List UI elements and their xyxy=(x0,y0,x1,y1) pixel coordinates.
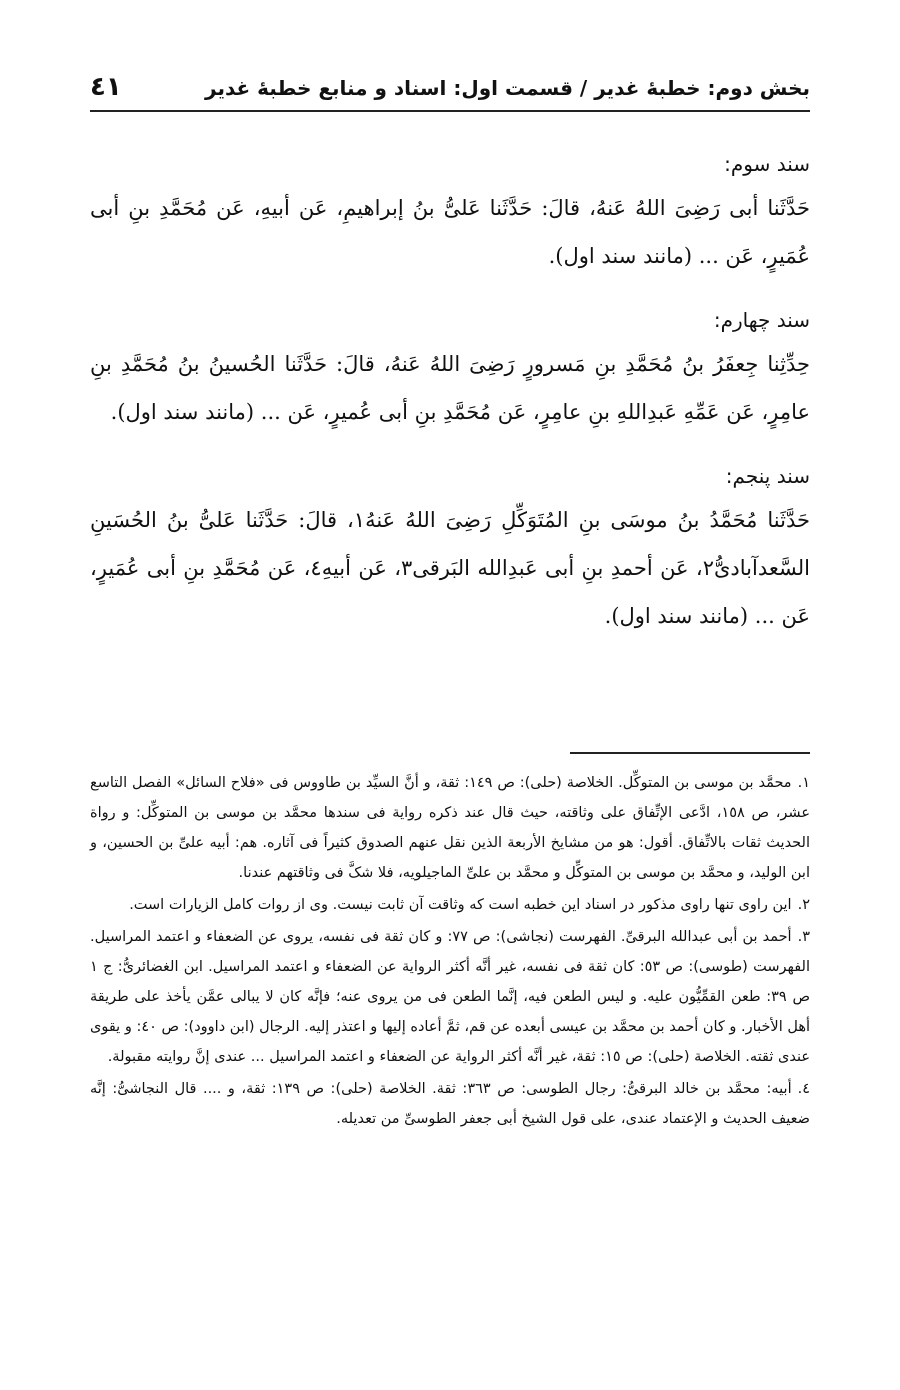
footnotes xyxy=(90,768,810,1136)
sanad-section xyxy=(90,306,810,436)
footnote-text: محمَّد بن موسی بن المتوکِّل. الخلاصة (حلی): ص ١٤٩: ثقة، و أنَّ السیِّد بن طاووس فی «فلاح السائل» الفصل التاسع عشر، ص ١٥٨، ادَّعی الإتِّفاق علی وثاقته، حیث قال عند ذکره روایة فی سندها محمَّد بن موسی بن المتوکِّل: و رواة الحدیث ثقات بالاتِّفاق. أقول: هو من مشایخ الأربعة الذین نقل عنهم الصدوق کثیراً فی آثاره. هم: أبیه علیِّ بن الحسین، و ابن الولید، و محمَّد بن موسی بن المتوکِّل و محمَّد بن علیِّ الماجیلویه، فلا شکَّ فی وثاقتهم عندنا. xyxy=(90,775,810,881)
footnote-text: أحمد بن أبی عبدالله البرقیِّ. الفهرست (نجاشی): ص ٧٧: و کان ثقة فی نفسه، یروی عن الضعفاء و اعتمد المراسیل. الفهرست (طوسی): ص ٥٣: کان ثقة فی نفسه، غیر أنَّه أکثر الروایة عن الضعفاء و اعتمد المراسیل. ابن الغضائریُّ: ج ١ ص ٣٩: طعن القمِّیُّون علیه. و لیس الطعن فیه، إنَّما الطعن فی من یروی عنه؛ فإنَّه کان لا یبالی عمَّن یأخذ علی طریقة أهل الأخبار. و کان أحمد بن محمَّد بن عیسی أبعده عن قم، ثمَّ أعاده إلیها و اعتذر إلیه. الرجال (ابن داوود): ص ٤٠: و یقوی عندی ثقته. الخلاصة (حلی): ص ١٥: ثقة، غیر أنَّه أکثر الروایة عن الضعفاء و اعتمد المراسیل ... عندی إنَّ روایته مقبولة. xyxy=(90,929,810,1065)
footnote-text: این راوی تنها راوی مذکور در اسناد این خطبه است که وثاقت آن ثابت نیست. وی از روات کامل الزیارات است. xyxy=(129,897,792,913)
footnote-number: ١. xyxy=(797,775,810,791)
footnote xyxy=(90,890,810,920)
main-text xyxy=(90,150,810,666)
page-number: ٤١ xyxy=(90,72,122,102)
section-text: حَدَّثَنا مُحَمَّدُ بنُ موسَی بنِ المُتَوَکِّلِ رَضِیَ اللهُ عَنهُ١، قالَ: حَدَّثَنا عَلیُّ بنُ الحُسَینِ السَّعدآبادیُّ٢، عَن أحمدِ بنِ أبی عَبدِالله البَرقی٣، عَن أبیهِ٤، عَن مُحَمَّدِ بنِ أبی عُمَیرٍ، عَن ... (مانند سند اول). xyxy=(90,508,810,628)
section-heading: سند چهارم: xyxy=(713,308,810,332)
footnote-number: ٣. xyxy=(797,929,810,945)
footnote-number: ٤. xyxy=(797,1081,811,1097)
page-header xyxy=(90,72,810,112)
running-title: بخش دوم: خطبهٔ غدیر / قسمت اول: اسناد و منابع خطبهٔ غدیر xyxy=(205,76,810,100)
sanad-section xyxy=(90,462,810,640)
footnote-divider xyxy=(570,752,810,754)
footnote xyxy=(90,922,810,1072)
section-heading: سند پنجم: xyxy=(725,464,810,488)
section-text: حَدَّثَنا أبی رَضِیَ اللهُ عَنهُ، قالَ: حَدَّثَنا عَلیُّ بنُ إبراهیمِ، عَن أبیهِ، عَن مُحَمَّدِ بنِ أبی عُمَیرٍ، عَن ... (مانند سند اول). xyxy=(90,196,810,268)
sanad-section xyxy=(90,150,810,280)
section-text: حِدِّثِنا جِعفَرُ بنُ مُحَمَّدِ بنِ مَسرورٍ رَضِیَ اللهُ عَنهُ، قالَ: حَدَّثَنا الحُسینُ بنُ مُحَمَّدِ بنِ عامِرٍ، عَن عَمِّهِ عَبدِاللهِ بنِ عامِرٍ، عَن مُحَمَّدِ بنِ أبی عُمیرٍ، عَن ... (مانند سند اول). xyxy=(90,352,810,424)
page xyxy=(90,0,810,1390)
footnote xyxy=(90,1074,810,1134)
footnote xyxy=(90,768,810,888)
footnote-number: ٢. xyxy=(797,897,810,913)
footnote-text: أبیه: محمَّد بن خالد البرقیُّ: رجال الطوسی: ص ٣٦٣: ثقة. الخلاصة (حلی): ص ١٣٩: ثقة، و .... قال النجاشیُّ: إنَّه ضعیف الحدیث و الإعتماد عندی، علی قول الشیخ أبی جعفر الطوسیِّ من تعدیله. xyxy=(90,1081,810,1127)
section-heading: سند سوم: xyxy=(724,152,810,176)
